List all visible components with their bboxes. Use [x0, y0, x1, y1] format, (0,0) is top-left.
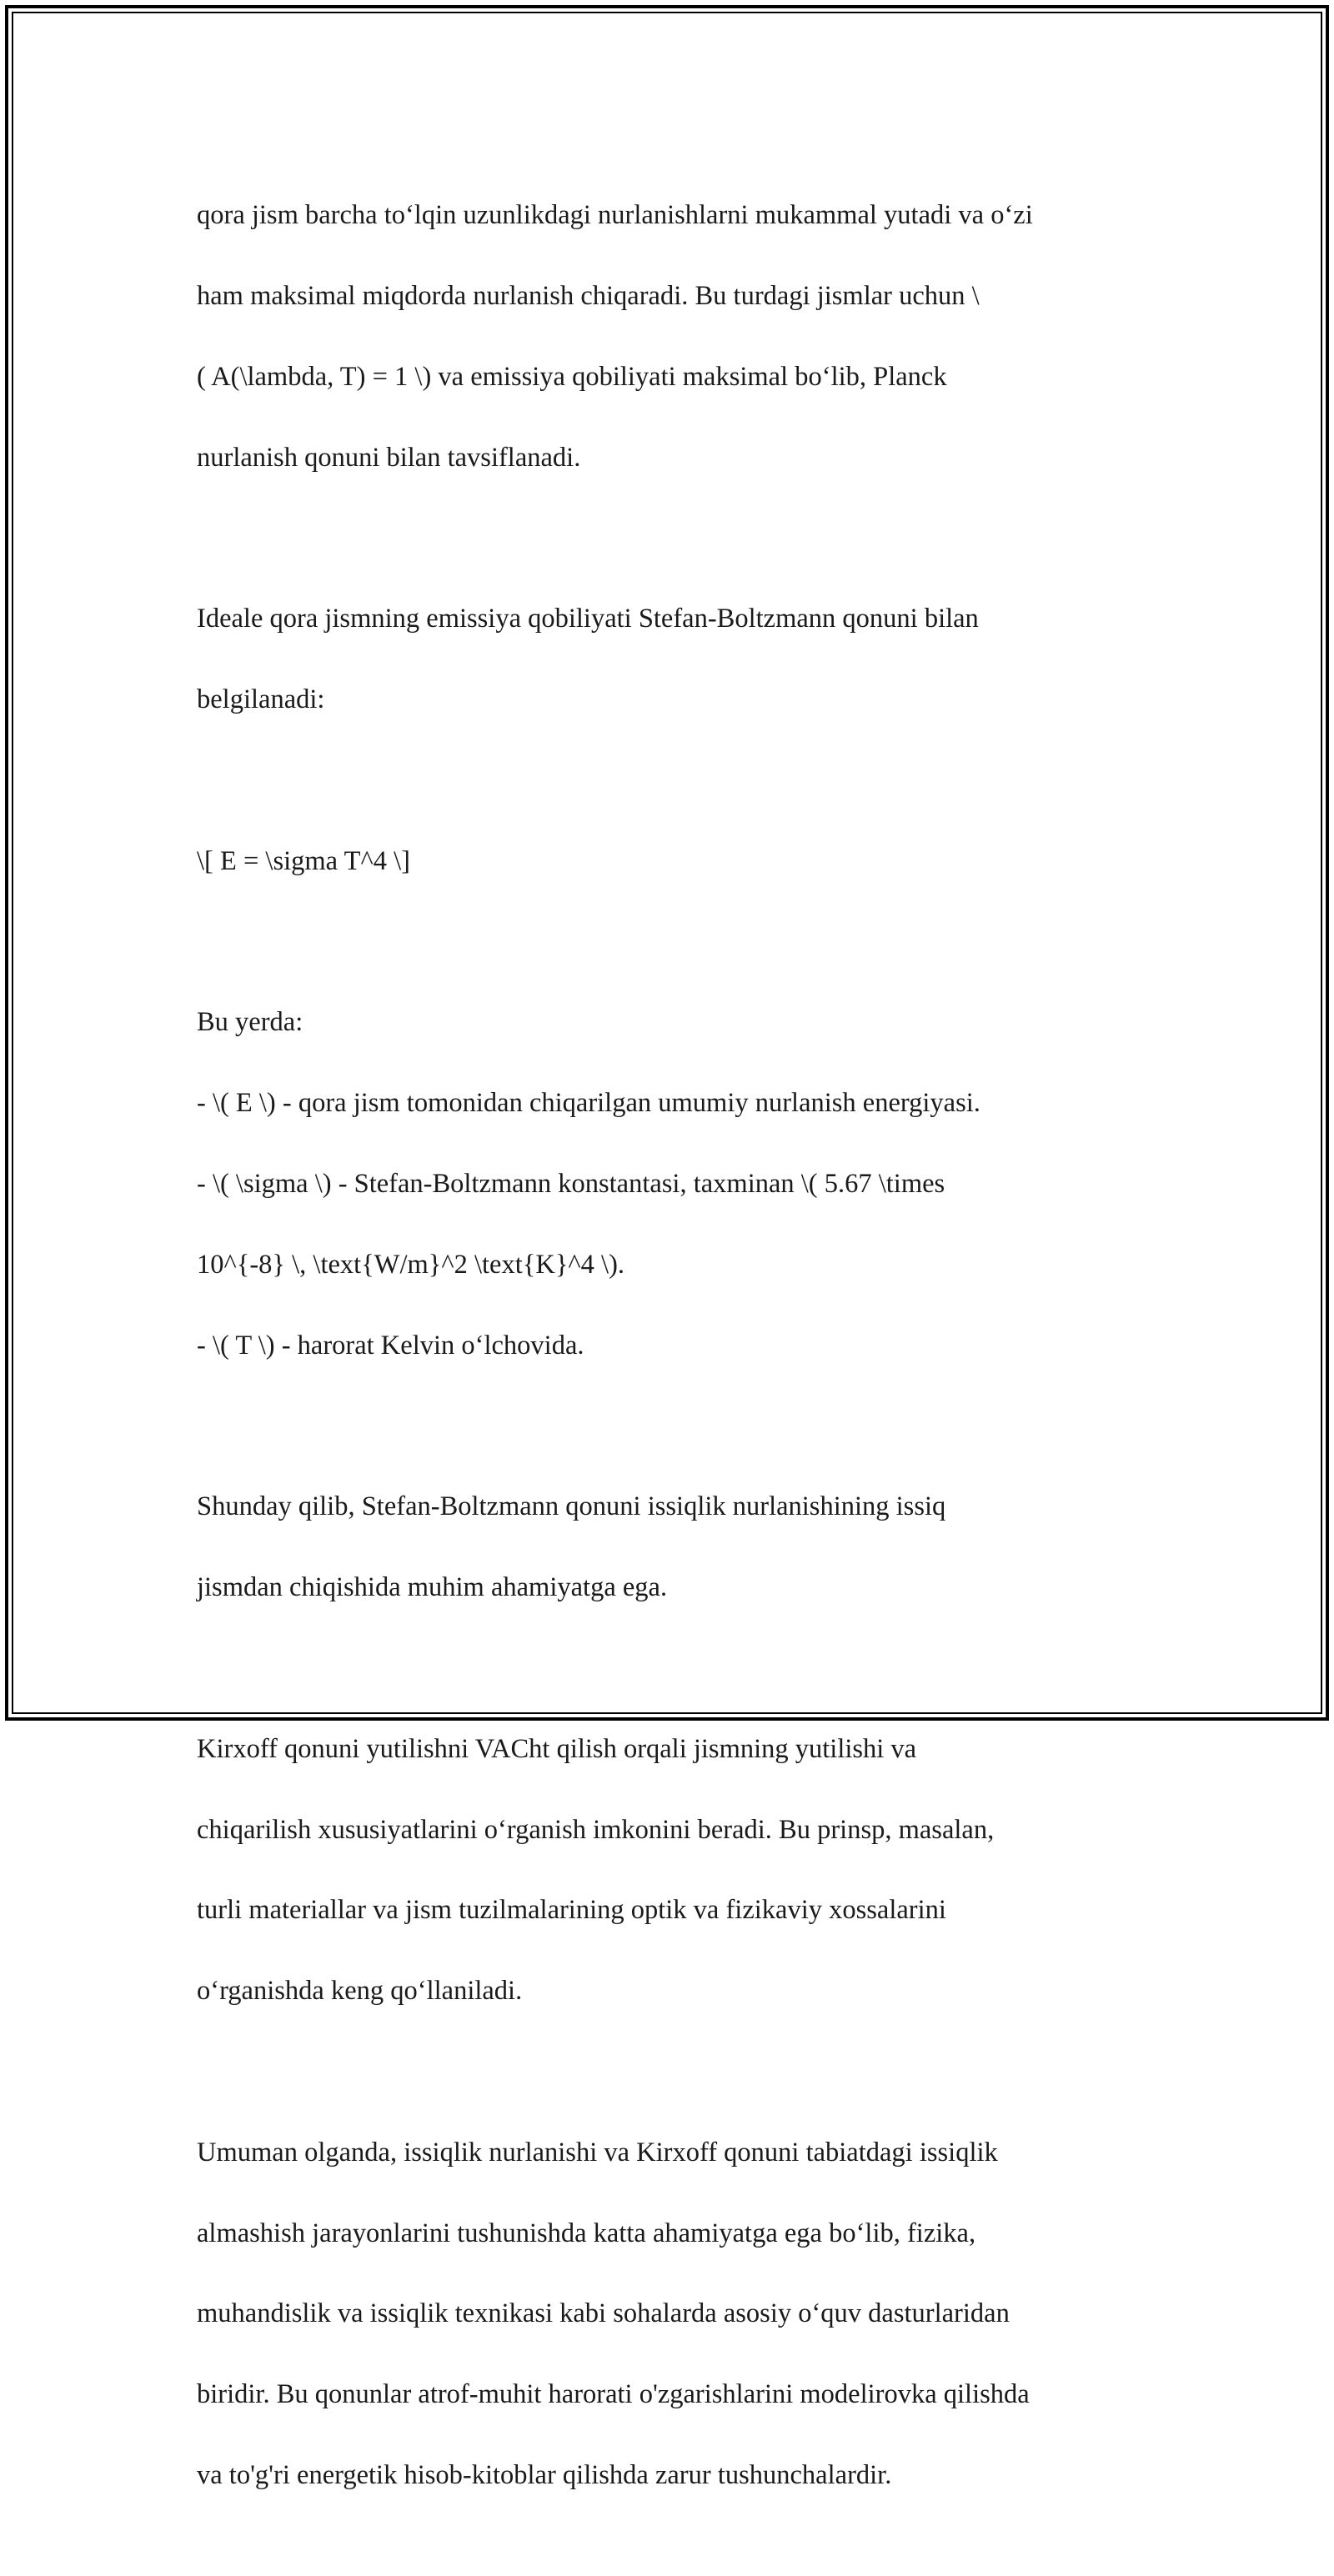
- paragraph-definitions: [197, 962, 1164, 1406]
- paragraph-intro: [197, 155, 1164, 519]
- text-line: ham maksimal miqdorda nurlanish chiqaradi. Bu turdagi jismlar uchun \: [197, 281, 980, 312]
- formula-line: \[ E = \sigma T^4 \]: [197, 845, 410, 876]
- text-line: nurlanish qonuni bilan tavsiflanadi.: [197, 442, 581, 473]
- paragraph-formula: [197, 800, 1164, 921]
- paragraph-kirchhoff: [197, 1688, 1164, 2052]
- text-line: belgilanadi:: [197, 684, 325, 715]
- paragraph-summary: [197, 1446, 1164, 1648]
- text-line: Umuman olganda, issiqlik nurlanishi va Kirxoff qonuni tabiatdagi issiqlik: [197, 2137, 998, 2168]
- text-line: 10^{-8} \, \text{W/m}^2 \text{K}^4 \).: [197, 1249, 625, 1280]
- paragraph-conclusion: [197, 2092, 1164, 2535]
- text-line: almashish jarayonlarini tushunishda katta ahamiyatga ega bo‘lib, fizika,: [197, 2218, 976, 2248]
- text-line: chiqarilish xususiyatlarini o‘rganish imkonini beradi. Bu prinsp, masalan,: [197, 1814, 995, 1845]
- text-line: Ideale qora jismning emissiya qobiliyati Stefan-Boltzmann qonuni bilan: [197, 604, 979, 634]
- text-line: va to'g'ri energetik hisob-kitoblar qilishda zarur tushunchalardir.: [197, 2460, 892, 2491]
- list-item: - \( T \) - harorat Kelvin o‘lchovida.: [197, 1330, 584, 1361]
- document-body: [197, 155, 1164, 2576]
- list-item: - \( E \) - qora jism tomonidan chiqarilgan umumiy nurlanish energiyasi.: [197, 1088, 980, 1119]
- text-line: Shunday qilib, Stefan-Boltzmann qonuni issiqlik nurlanishining issiq: [197, 1491, 946, 1522]
- text-line: turli materiallar va jism tuzilmalarining optik va fizikaviy xossalarini: [197, 1895, 946, 1926]
- text-line: ( A(\lambda, T) = 1 \) va emissiya qobiliyati maksimal bo‘lib, Planck: [197, 362, 947, 393]
- text-line: o‘rganishda keng qo‘llaniladi.: [197, 1976, 523, 2007]
- text-line: muhandislik va issiqlik texnikasi kabi sohalarda asosiy o‘quv dasturlaridan: [197, 2298, 1010, 2329]
- text-line: Bu yerda:: [197, 1007, 303, 1038]
- text-line: biridir. Bu qonunlar atrof-muhit harorati o'zgarishlarini modelirovka qilishda: [197, 2379, 1030, 2410]
- text-line: Kirxoff qonuni yutilishni VACht qilish orqali jismning yutilishi va: [197, 1733, 917, 1764]
- text-line: qora jism barcha to‘lqin uzunlikdagi nurlanishlarni mukammal yutadi va o‘zi: [197, 200, 1033, 231]
- list-item: - \( \sigma \) - Stefan-Boltzmann konstantasi, taxminan \( 5.67 \times: [197, 1169, 945, 1200]
- text-line: jismdan chiqishida muhim ahamiyatga ega.: [197, 1572, 668, 1603]
- paragraph-ideal-body: [197, 559, 1164, 760]
